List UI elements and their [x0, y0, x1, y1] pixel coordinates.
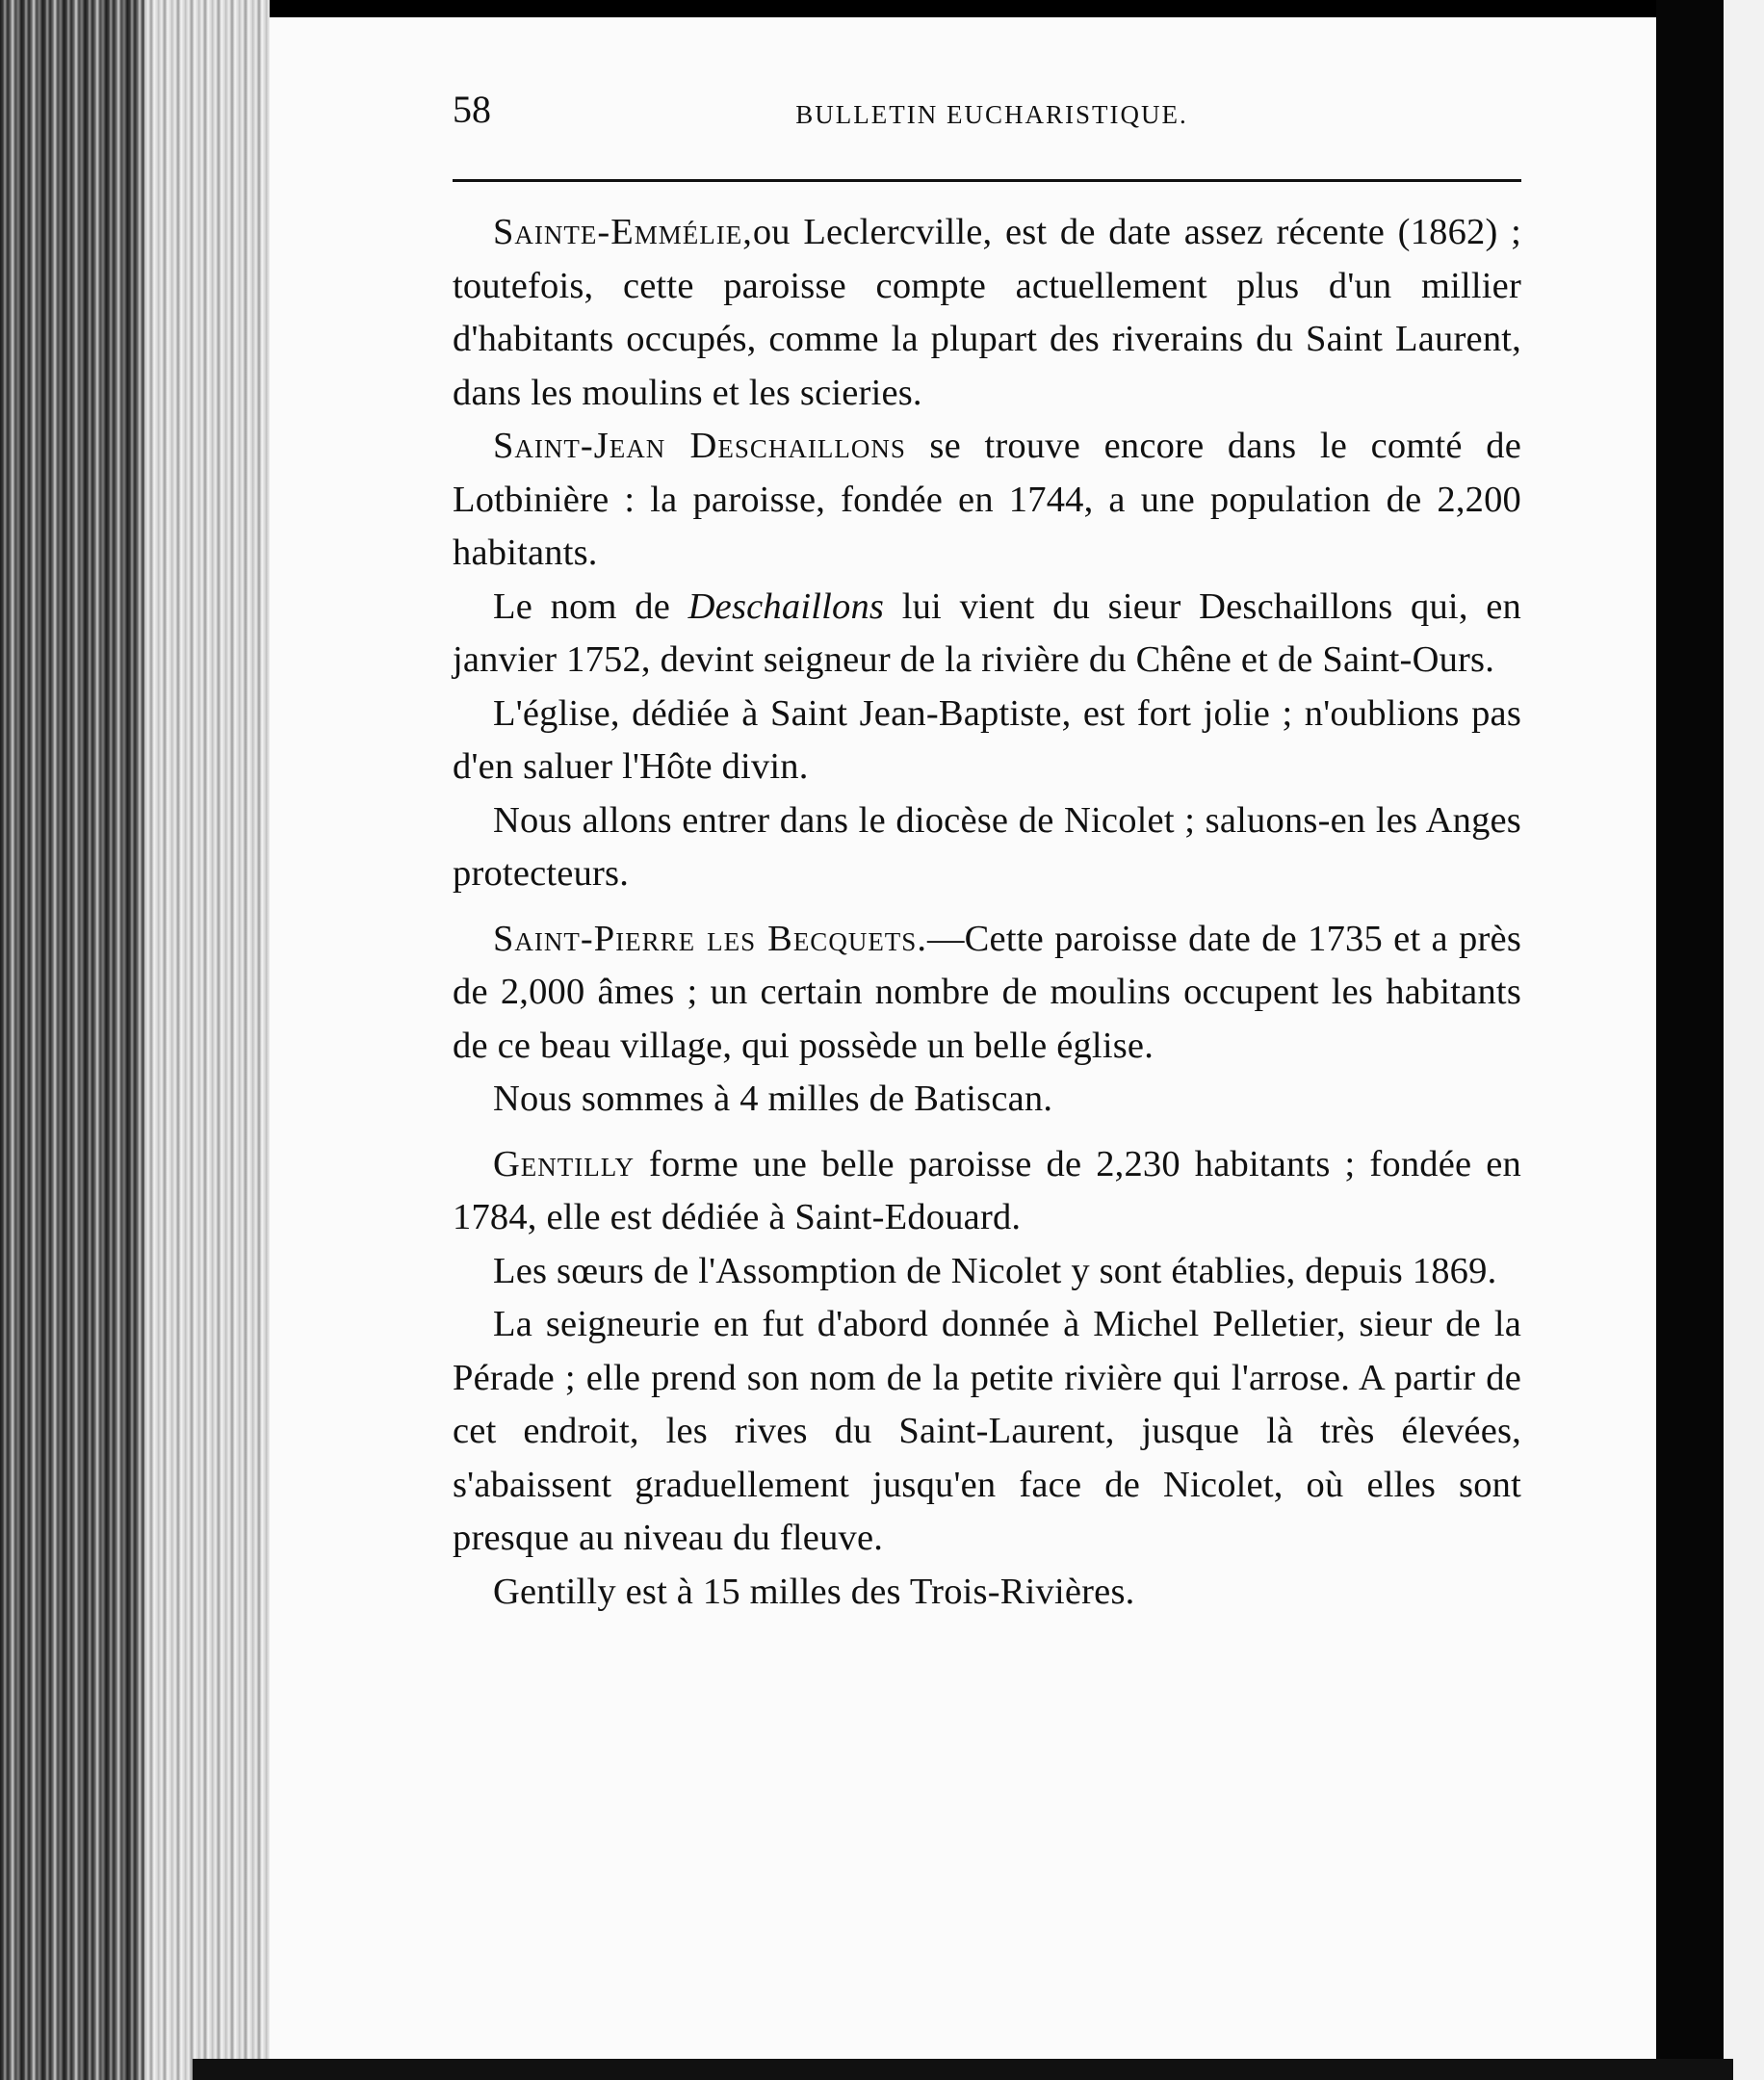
body-text [453, 206, 1521, 1619]
paragraph-text: —Cette paroisse date de 1735 et a près de 2,000 âmes ; un certain nombre de moulins occupent les habitants de ce beau village, qui possède un belle église. [453, 918, 1521, 1066]
paragraph-nom-deschaillons [453, 581, 1521, 688]
scan-bottom-border [193, 2059, 1733, 2080]
paragraph-soeurs-assomption [453, 1245, 1521, 1299]
next-page-edge [1724, 0, 1764, 2080]
paragraph-text: se trouve encore dans le comté de Lotbinière : la paroisse, fondée en 1744, a une population de 2,200 habitants. [453, 426, 1521, 573]
paragraph-text-pre: Le nom de [493, 585, 688, 627]
place-name: Saint-Pierre les Becquets. [493, 918, 927, 959]
paragraph-text: Les sœurs de l'Assomption de Nicolet y sont établies, depuis 1869. [493, 1250, 1497, 1291]
book-page [270, 17, 1656, 2059]
paragraph-seigneurie [453, 1298, 1521, 1566]
place-name: Saint-Jean Deschaillons [493, 426, 906, 466]
page-number: 58 [453, 88, 491, 131]
page-header [453, 87, 1531, 144]
paragraph-text: lui vient du sieur Deschaillons qui, en janvier 1752, devint seigneur de la rivière du Chêne et de Saint-Ours. [453, 585, 1522, 680]
place-name: Gentilly [493, 1143, 636, 1184]
header-rule [453, 179, 1521, 182]
place-name: Sainte-Emmélie, [493, 212, 753, 252]
paragraph-gentilly [453, 1138, 1521, 1245]
paragraph-text: Nous allons entrer dans le diocèse de Nicolet ; saluons-en les Anges protecteurs. [453, 799, 1521, 894]
paragraph-eglise [453, 688, 1521, 794]
italic-name: Deschaillons [687, 585, 885, 627]
paragraph-diocese-nicolet [453, 794, 1521, 901]
paragraph-gentilly-distance [453, 1566, 1521, 1620]
paragraph-text: La seigneurie en fut d'abord donnée à Michel Pelletier, sieur de la Pérade ; elle prend son nom de la petite rivière qui l'arrose. A partir de cet endroit, les rives du Saint-Laurent, jusque là très élevées, s'abaissent graduellement jusqu'en face de Nicolet, où elles sont presque au niveau du fleuve. [453, 1304, 1521, 1558]
paragraph-sainte-emmelie [453, 206, 1521, 420]
paragraph-batiscan [453, 1073, 1521, 1127]
paragraph-text: L'église, dédiée à Saint Jean-Baptiste, est fort jolie ; n'oublions pas d'en saluer l'Hôte divin. [453, 692, 1521, 787]
paragraph-text: forme une belle paroisse de 2,230 habitants ; fondée en 1784, elle est dédiée à Saint-Edouard. [453, 1143, 1521, 1237]
paragraph-saint-jean-deschaillons [453, 420, 1521, 581]
book-page-edges [0, 0, 270, 2080]
paragraph-text: Nous sommes à 4 milles de Batiscan. [493, 1079, 1053, 1119]
running-title: BULLETIN EUCHARISTIQUE. [795, 100, 1188, 129]
paragraph-text: Gentilly est à 15 milles des Trois-Rivières. [493, 1571, 1135, 1612]
paragraph-saint-pierre-les-becquets [453, 913, 1521, 1074]
paragraph-text: ou Leclercville, est de date assez récente (1862) ; toutefois, cette paroisse compte actuellement plus d'un millier d'habitants occupés, comme la plupart des riverains du Saint Laurent, dans les moulins et les scieries. [453, 212, 1521, 413]
